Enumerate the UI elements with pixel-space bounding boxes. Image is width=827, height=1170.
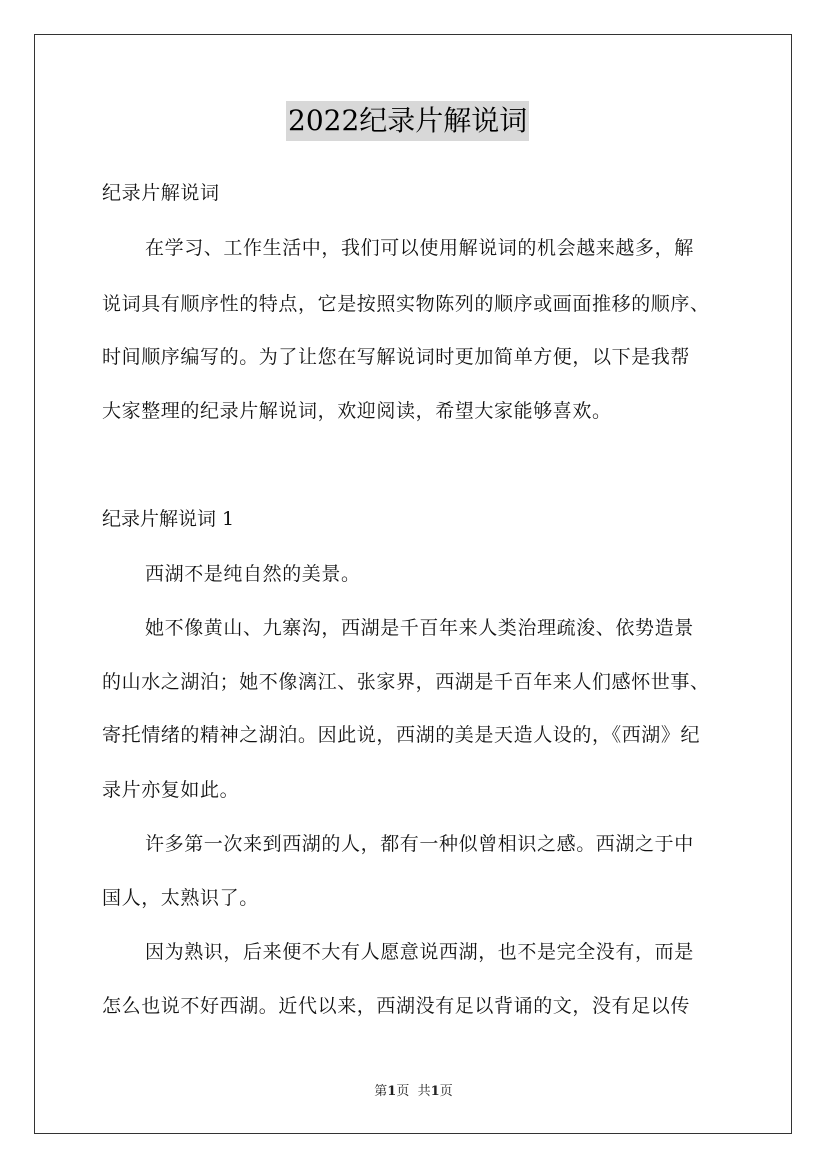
intro-line-4: 大家整理的纪录片解说词，欢迎阅读，希望大家能够喜欢。 — [102, 400, 612, 422]
subheading: 纪录片解说词 — [102, 182, 220, 204]
page-current: 1 — [387, 1084, 397, 1099]
paragraph-line: 国人，太熟识了。 — [102, 887, 259, 909]
section-1-heading: 纪录片解说词 1 — [102, 508, 235, 530]
paragraph-line: 因为熟识，后来便不大有人愿意说西湖，也不是完全没有，而是 — [145, 941, 694, 963]
intro-line-2: 说词具有顺序性的特点，它是按照实物陈列的顺序或画面推移的顺序、 — [102, 293, 710, 315]
page-prefix: 第 — [374, 1084, 388, 1099]
paragraph-line: 寄托情绪的精神之湖泊。因此说，西湖的美是天造人设的，《西湖》纪 — [102, 724, 701, 746]
document-title: 2022纪录片解说词 — [286, 101, 529, 141]
paragraph-line: 的山水之湖泊；她不像漓江、张家界，西湖是千百年来人们感怀世事、 — [102, 671, 710, 693]
total-unit: 页 — [439, 1084, 453, 1099]
intro-line-3: 时间顺序编写的。为了让您在写解说词时更加简单方便，以下是我帮 — [102, 346, 691, 368]
total-prefix: 共 — [417, 1084, 431, 1099]
intro-line-1: 在学习、工作生活中，我们可以使用解说词的机会越来越多，解 — [145, 237, 694, 259]
page-footer — [0, 1083, 827, 1101]
page-unit: 页 — [396, 1084, 410, 1099]
paragraph-line: 许多第一次来到西湖的人，都有一种似曾相识之感。西湖之于中 — [145, 833, 694, 855]
page-total: 1 — [430, 1084, 440, 1099]
paragraph-line: 怎么也说不好西湖。近代以来，西湖没有足以背诵的文，没有足以传 — [102, 995, 691, 1017]
paragraph-line: 西湖不是纯自然的美景。 — [145, 563, 361, 585]
paragraph-line: 录片亦复如此。 — [102, 779, 240, 801]
paragraph-line: 她不像黄山、九寨沟，西湖是千百年来人类治理疏浚、依势造景 — [145, 617, 694, 639]
